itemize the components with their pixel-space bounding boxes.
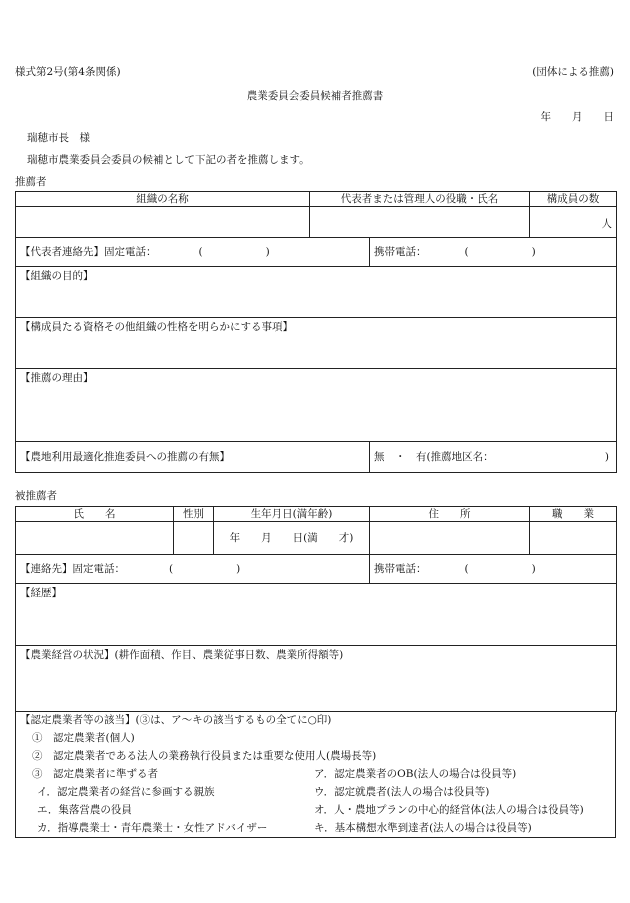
cert-item-i[interactable]: イ．認定農業者の経営に参画する親族 xyxy=(37,786,215,798)
cert-item-ki[interactable]: キ．基本構想水準到達者(法人の場合は役員等) xyxy=(314,822,532,834)
org-character-field[interactable]: 【構成員たる資格その他組織の性格を明らかにする事項】 xyxy=(16,318,617,369)
page-title: 農業委員会委員候補者推薦書 xyxy=(246,90,384,102)
promotion-label: 【農地利用最適化推進委員への推薦の有無】 xyxy=(16,442,370,473)
col-birth: 生年月日(満年齢) xyxy=(214,507,370,522)
reason-field[interactable]: 【推薦の理由】 xyxy=(16,369,617,442)
farming-field[interactable]: 【農業経営の状況】(耕作面積、作目、農業従事日数、農業所得額等) xyxy=(16,646,617,712)
col-org-name: 組織の名称 xyxy=(16,192,310,207)
form-type: (団体による推薦) xyxy=(532,66,614,78)
cert-label: 【認定農業者等の該当】(③は、ア～キの該当するもの全てに○印) xyxy=(20,714,332,726)
promotion-choice-field[interactable]: 無 ・ 有(推薦地区名： ) xyxy=(370,442,617,473)
cert-item-e[interactable]: エ．集落営農の役員 xyxy=(37,804,132,816)
cert-item-2[interactable]: ② 認定農業者である法人の業務執行役員または重要な使用人(農場長等) xyxy=(32,750,377,762)
nominee-gender-field[interactable] xyxy=(174,522,214,555)
org-purpose-field[interactable]: 【組織の目的】 xyxy=(16,267,617,318)
col-gender: 性別 xyxy=(174,507,214,522)
member-unit: 人 xyxy=(601,218,612,231)
cert-item-o[interactable]: オ．人・農地プランの中心的経営体(法人の場合は役員等) xyxy=(314,804,584,816)
nominee-section-label: 被推薦者 xyxy=(15,490,57,502)
nominee-occupation-field[interactable] xyxy=(530,522,617,555)
nominee-table xyxy=(15,506,617,712)
nominee-address-field[interactable] xyxy=(370,522,530,555)
col-name: 氏 名 xyxy=(16,507,174,522)
career-field[interactable]: 【経歴】 xyxy=(16,584,617,646)
col-address: 住 所 xyxy=(370,507,530,522)
cert-item-3[interactable]: ③ 認定農業者に準ずる者 xyxy=(32,768,158,780)
col-member-count: 構成員の数 xyxy=(530,192,617,207)
col-occupation: 職 業 xyxy=(530,507,617,522)
addressee: 瑞穂市長 様 xyxy=(27,132,90,144)
nominee-birth-field[interactable]: 年 月 日(満 才) xyxy=(214,522,370,555)
statement: 瑞穂市農業委員会委員の候補として下記の者を推薦します。 xyxy=(27,154,310,166)
cert-item-u[interactable]: ウ．認定就農者(法人の場合は役員等) xyxy=(314,786,490,798)
cert-item-a[interactable]: ア．認定農業者のOB(法人の場合は役員等) xyxy=(314,768,517,780)
recommender-section-label: 推薦者 xyxy=(15,176,47,188)
rep-contact-field[interactable]: 【代表者連絡先】固定電話： ( ) xyxy=(16,238,370,267)
col-rep-name: 代表者または管理人の役職・氏名 xyxy=(310,192,530,207)
recommender-table xyxy=(15,191,617,473)
rep-mobile-field[interactable]: 携帯電話： ( ) xyxy=(370,238,617,267)
nominee-contact-field[interactable]: 【連絡先】固定電話： ( ) xyxy=(16,555,370,584)
certification-box xyxy=(15,711,616,838)
nominee-mobile-field[interactable]: 携帯電話： ( ) xyxy=(370,555,617,584)
date-line: 年 月 日 xyxy=(540,111,614,123)
form-number: 様式第2号(第4条関係) xyxy=(15,66,121,78)
member-count-field[interactable] xyxy=(530,207,617,238)
rep-name-field[interactable] xyxy=(310,207,530,238)
cert-item-1[interactable]: ① 認定農業者(個人) xyxy=(32,732,135,744)
org-name-field[interactable] xyxy=(16,207,310,238)
cert-item-ka[interactable]: カ．指導農業士・青年農業士・女性アドバイザー xyxy=(37,822,268,834)
nominee-name-field[interactable] xyxy=(16,522,174,555)
